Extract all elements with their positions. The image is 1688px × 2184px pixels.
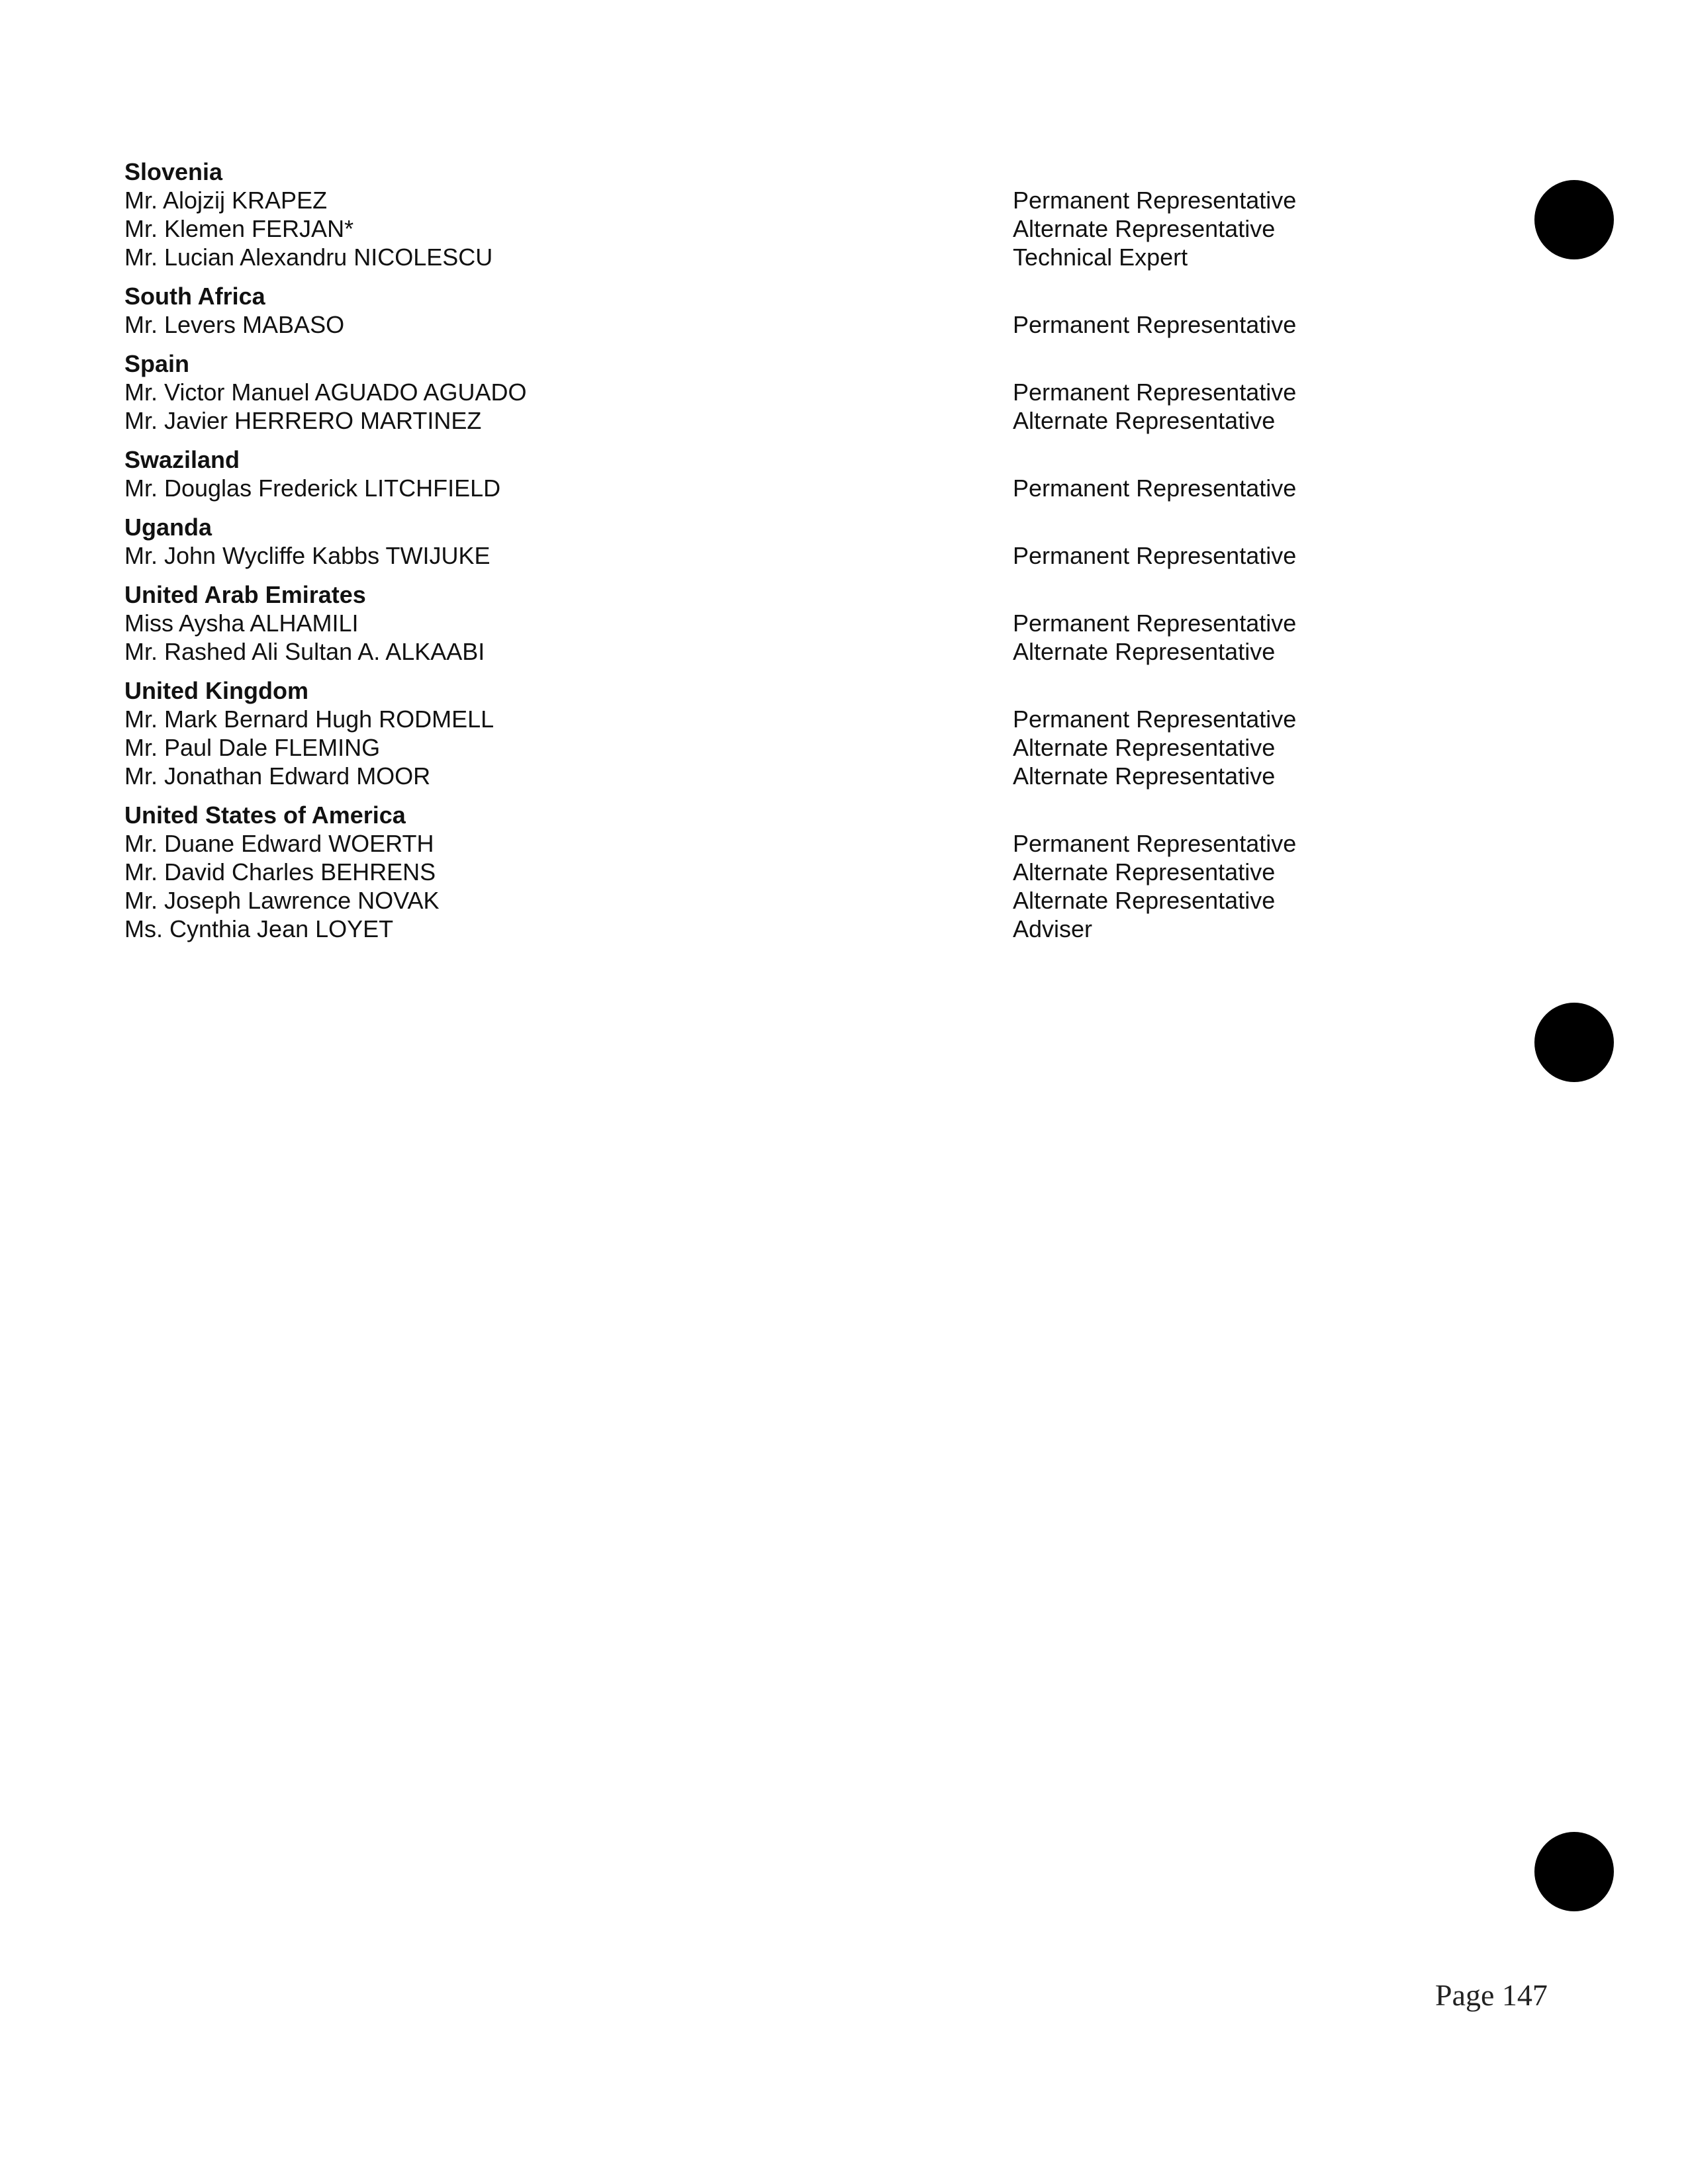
member-role: Adviser — [1013, 915, 1093, 942]
country-block — [124, 801, 1382, 943]
member-role: Permanent Representative — [1013, 311, 1297, 338]
country-name: United Kingdom — [124, 677, 308, 704]
member-name: Mr. Rashed Ali Sultan A. ALKAABI — [124, 638, 485, 665]
member-row — [124, 886, 1382, 915]
member-role: Technical Expert — [1013, 244, 1188, 271]
country-name: Swaziland — [124, 446, 240, 473]
member-role: Permanent Representative — [1013, 705, 1297, 733]
member-role: Permanent Representative — [1013, 187, 1297, 214]
member-name: Mr. Jonathan Edward MOOR — [124, 762, 431, 790]
delegation-list — [124, 158, 1382, 954]
punch-hole-middle — [1534, 1003, 1614, 1082]
member-name: Mr. Victor Manuel AGUADO AGUADO — [124, 379, 527, 406]
member-row — [124, 378, 1382, 406]
punch-hole-bottom — [1534, 1832, 1614, 1911]
member-role: Alternate Representative — [1013, 858, 1276, 886]
punch-hole-top — [1534, 180, 1614, 259]
member-name: Mr. David Charles BEHRENS — [124, 858, 436, 886]
member-role: Permanent Representative — [1013, 610, 1297, 637]
member-name: Mr. Mark Bernard Hugh RODMELL — [124, 705, 494, 733]
member-row — [124, 406, 1382, 435]
country-block — [124, 158, 1382, 271]
country-block — [124, 580, 1382, 666]
member-role: Alternate Representative — [1013, 762, 1276, 790]
member-role: Permanent Representative — [1013, 542, 1297, 569]
member-name: Mr. Levers MABASO — [124, 311, 345, 338]
country-block — [124, 282, 1382, 339]
member-name: Mr. Paul Dale FLEMING — [124, 734, 381, 761]
member-row — [124, 829, 1382, 858]
member-row — [124, 609, 1382, 637]
member-role: Alternate Representative — [1013, 734, 1276, 761]
member-name: Mr. Javier HERRERO MARTINEZ — [124, 407, 482, 434]
member-name: Mr. Lucian Alexandru NICOLESCU — [124, 244, 493, 271]
member-role: Alternate Representative — [1013, 638, 1276, 665]
member-name: Mr. John Wycliffe Kabbs TWIJUKE — [124, 542, 491, 569]
member-row — [124, 243, 1382, 271]
member-row — [124, 915, 1382, 943]
country-block — [124, 349, 1382, 435]
country-block — [124, 445, 1382, 502]
member-row — [124, 705, 1382, 733]
member-name: Mr. Alojzij KRAPEZ — [124, 187, 328, 214]
member-row — [124, 310, 1382, 339]
member-row — [124, 214, 1382, 243]
country-name: South Africa — [124, 283, 265, 310]
member-name: Mr. Joseph Lawrence NOVAK — [124, 887, 440, 914]
member-role: Permanent Representative — [1013, 379, 1297, 406]
page-number: Page 147 — [1435, 1978, 1548, 2012]
country-name: United States of America — [124, 801, 406, 829]
member-row — [124, 637, 1382, 666]
country-name: United Arab Emirates — [124, 581, 366, 608]
country-name: Spain — [124, 350, 190, 377]
member-role: Alternate Representative — [1013, 407, 1276, 434]
member-row — [124, 474, 1382, 502]
member-role: Permanent Representative — [1013, 830, 1297, 857]
member-row — [124, 186, 1382, 214]
member-name: Mr. Duane Edward WOERTH — [124, 830, 434, 857]
member-row — [124, 762, 1382, 790]
country-block — [124, 676, 1382, 790]
member-role: Alternate Representative — [1013, 215, 1276, 242]
member-row — [124, 733, 1382, 762]
country-name: Uganda — [124, 514, 212, 541]
member-name: Miss Aysha ALHAMILI — [124, 610, 359, 637]
country-name: Slovenia — [124, 158, 223, 185]
country-block — [124, 513, 1382, 570]
member-name: Mr. Klemen FERJAN* — [124, 215, 354, 242]
member-name: Mr. Douglas Frederick LITCHFIELD — [124, 475, 501, 502]
member-row — [124, 541, 1382, 570]
member-role: Alternate Representative — [1013, 887, 1276, 914]
member-row — [124, 858, 1382, 886]
member-name: Ms. Cynthia Jean LOYET — [124, 915, 394, 942]
member-role: Permanent Representative — [1013, 475, 1297, 502]
